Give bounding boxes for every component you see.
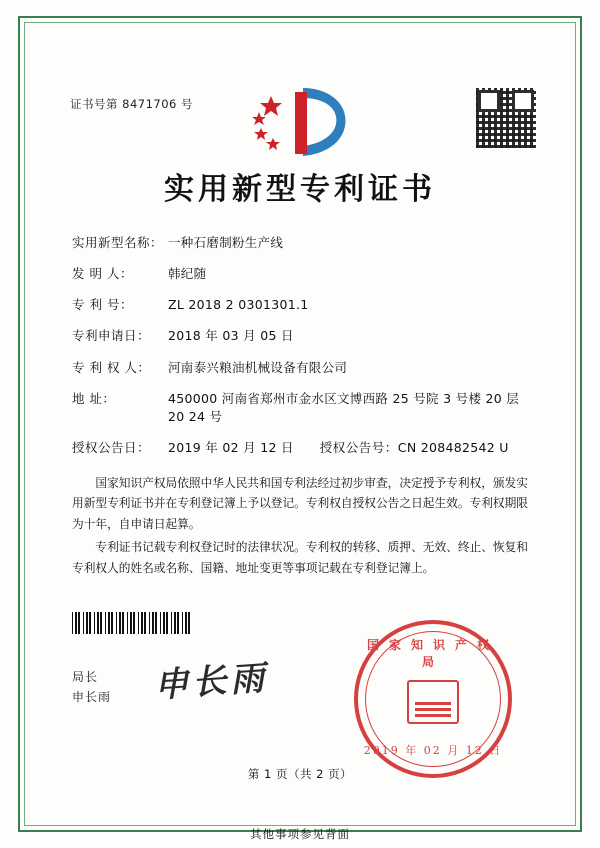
field-value: 2019 年 02 月 12 日 [168, 439, 294, 455]
field-value: 韩纪随 [168, 266, 207, 282]
director-title: 局长 [72, 670, 99, 685]
field-value: 一种石磨制粉生产线 [168, 235, 284, 250]
barcode [72, 612, 190, 634]
certificate-header [46, 44, 554, 154]
field-label: 专 利 权 人： [72, 359, 151, 375]
footer-note: 其他事项参见背面 [250, 827, 350, 841]
field-row-address [72, 390, 528, 426]
director-label [72, 668, 111, 706]
official-seal [354, 620, 512, 778]
field-row-application-date [72, 327, 528, 345]
field-value: ZL 2018 2 0301301.1 [168, 297, 309, 313]
field-row-patent-number [72, 296, 528, 314]
legal-paragraph-2: 专利证书记载专利权登记时的法律状况。专利权的转移、质押、无效、终止、恢复和专利权人的姓名或名称、国籍、地址变更等事项记载在专利登记簿上。 [72, 540, 528, 575]
certificate-content [46, 44, 554, 808]
field-label: 专利申请日： [72, 328, 151, 344]
grant-date-segment [72, 439, 294, 457]
field-label: 授权公告号： [319, 439, 398, 455]
seal-top-text: 国家知识产权局 [366, 638, 499, 670]
field-list [72, 234, 528, 457]
field-value: CN 208482542 U [397, 439, 509, 455]
field-value: 2018 年 03 月 05 日 [168, 328, 294, 344]
legal-paragraph-1: 国家知识产权局依照中华人民共和国专利法经过初步审查，决定授予专利权，颁发实用新型专利证书并在专利登记簿上予以登记。专利权自授权公告之日起生效。专利权期限为十年，自申请日起算。 [72, 476, 528, 531]
qr-code [476, 88, 536, 148]
grant-number-segment [320, 439, 509, 457]
field-label: 实用新型名称： [72, 235, 164, 250]
field-value: 河南泰兴粮油机械设备有限公司 [168, 359, 348, 375]
field-row-inventor [72, 265, 528, 283]
legal-text [72, 473, 528, 578]
field-label: 授权公告日： [72, 439, 151, 455]
field-label: 地 址： [72, 390, 116, 406]
handwritten-signature: 申长雨 [152, 658, 270, 707]
certificate-number: 证书号第 8471706 号 [70, 97, 194, 111]
page-title: 实用新型专利证书 [164, 172, 436, 207]
national-emblem-icon [407, 680, 459, 724]
field-label: 发 明 人： [72, 266, 133, 282]
field-row-utility-model-name [72, 234, 528, 252]
director-name: 申长雨 [72, 689, 112, 704]
patent-office-logo-icon [245, 82, 355, 160]
field-row-grant [72, 439, 528, 457]
seal-date-text: 2019 年 02 月 12 日 [363, 744, 503, 758]
field-label: 专 利 号： [72, 297, 133, 313]
page-number: 第 1 页（共 2 页） [247, 767, 353, 781]
signature-and-seal [46, 612, 554, 772]
field-row-patentee [72, 359, 528, 377]
field-value: 450000 河南省郑州市金水区文博西路 25 号院 3 号楼 20 层 20 24 号 [168, 390, 520, 424]
